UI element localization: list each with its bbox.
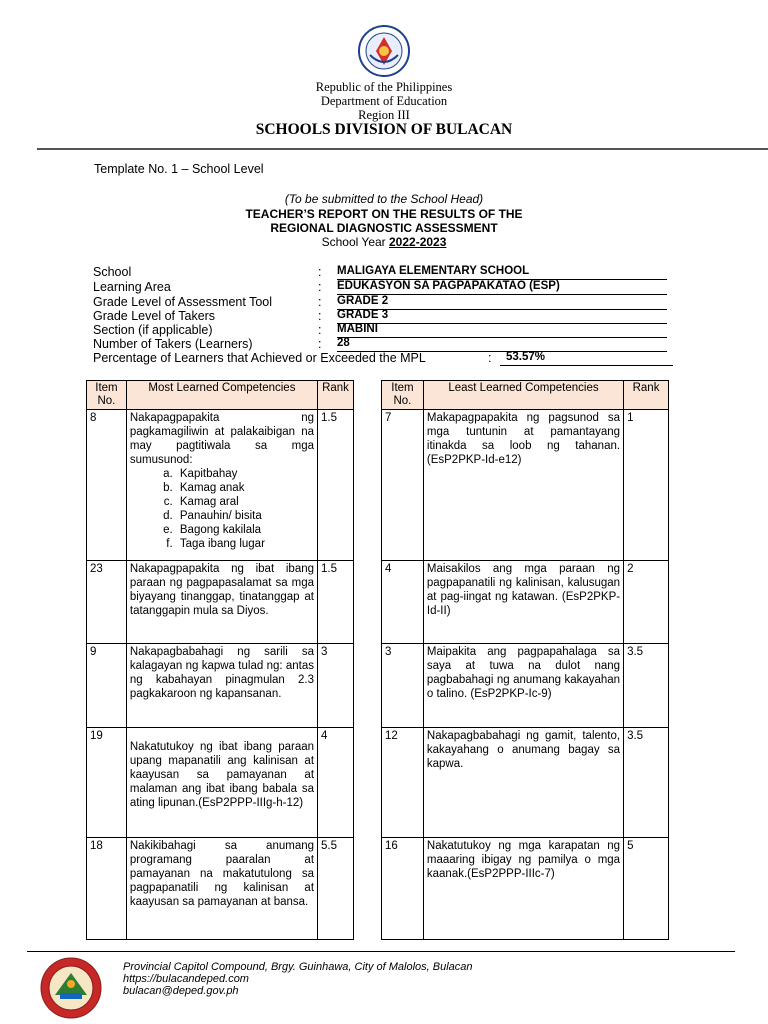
rank-cell: 3 [318, 644, 354, 728]
department-line: Department of Education [320, 94, 448, 108]
submission-note: (To be submitted to the School Head) [284, 192, 484, 206]
mpl-value: 53.57% [500, 351, 673, 366]
table-row [87, 728, 354, 838]
list-item: f. Taga ibang lugar [176, 537, 314, 551]
grade-tool-label: Grade Level of Assessment Tool [93, 295, 273, 309]
section-value: MABINI [337, 323, 667, 338]
school-year-value: 2022-2023 [389, 235, 447, 249]
takers-value: 28 [337, 337, 667, 352]
competency-text: Nakapagpapakita ng pagkamagiliwin at palakaibigan na may pagtitiwala sa mga sumusunod: [129, 412, 315, 466]
competency-list [130, 467, 314, 551]
division-title: SCHOOLS DIVISION OF BULACAN [255, 121, 513, 138]
footer-email[interactable]: bulacan@deped.gov.ph [123, 985, 239, 997]
item-no-cell: 7 [382, 410, 424, 561]
competency-cell: Nakatutukoy ng mga karapatan ng maaaring ibigay ng pamilya o mga kaanak.(EsP2PPP-IIIc-7) [423, 838, 623, 940]
item-no-cell: 19 [87, 728, 127, 838]
rank-cell: 2 [624, 561, 669, 644]
competency-cell: Nakapagbabahagi ng gamit, talento, kakayahang o anumang bagay sa kapwa. [423, 728, 623, 838]
table-row [382, 728, 669, 838]
competency-cell: Nakikibahagi sa anumang programang paaralan at pamayanan na makatutulong sa pagpapanatili ng kalinisan at kaayusan sa pamayanan at bansa. [126, 838, 317, 940]
list-item: e. Bagong kakilala [176, 523, 314, 537]
rank-cell: 4 [318, 728, 354, 838]
school-value: MALIGAYA ELEMENTARY SCHOOL [337, 265, 667, 280]
item-no-cell: 8 [87, 410, 127, 561]
competency-header: Least Learned Competencies [423, 381, 623, 410]
competency-cell: Maipakita ang pagpapahalaga sa saya at tuwa na dulot nang pagbabahagi ng anumang kakayahan o talino. (EsP2PKP-Ic-9) [423, 644, 623, 728]
table-row [382, 410, 669, 561]
item-no-cell: 12 [382, 728, 424, 838]
grade-takers-value: GRADE 3 [337, 309, 667, 324]
least-learned-table [381, 380, 669, 940]
table-row [87, 561, 354, 644]
rank-header: Rank [624, 381, 669, 410]
table-row [87, 410, 354, 561]
item-no-cell: 9 [87, 644, 127, 728]
competency-cell: Makapagpapakita ng pagsunod sa mga tuntunin at pamantayang itinakda sa loob ng tahanan.(EsP2PKP-Id-e12) [423, 410, 623, 561]
table-row [382, 644, 669, 728]
section-label: Section (if applicable) [93, 323, 213, 337]
colon: : [488, 351, 492, 365]
grade-takers-label: Grade Level of Takers [93, 309, 216, 323]
region-line: Region III [358, 108, 410, 122]
header-divider [37, 148, 768, 150]
table-header-row [382, 381, 669, 410]
rank-cell: 3.5 [624, 728, 669, 838]
table-header-row [87, 381, 354, 410]
footer-address: Provincial Capitol Compound, Brgy. Guinhawa, City of Malolos, Bulacan [123, 961, 473, 973]
colon: : [318, 295, 322, 309]
most-learned-table [86, 380, 354, 940]
grade-tool-value: GRADE 2 [337, 295, 667, 310]
report-title-line1: TEACHER’S REPORT ON THE RESULTS OF THE [245, 207, 523, 221]
table-row [87, 838, 354, 940]
colon: : [318, 337, 322, 351]
rank-header: Rank [318, 381, 354, 410]
rank-cell: 5 [624, 838, 669, 940]
footer-divider [27, 951, 735, 952]
table-row [382, 561, 669, 644]
takers-label: Number of Takers (Learners) [93, 337, 253, 351]
competency-cell: Nakapagpapakita ng ibat ibang paraan ng pagpapasalamat sa mga biyayang tinanggap, tinatanggap at tatanggapin mula sa Diyos. [126, 561, 317, 644]
table-row [87, 644, 354, 728]
colon: : [318, 323, 322, 337]
item-no-header: Item No. [382, 381, 424, 410]
rank-cell: 3.5 [624, 644, 669, 728]
republic-line: Republic of the Philippines [315, 80, 453, 94]
item-no-cell: 23 [87, 561, 127, 644]
school-year-label: School Year [321, 235, 389, 249]
item-no-cell: 18 [87, 838, 127, 940]
colon: : [318, 309, 322, 323]
school-year [0, 235, 768, 249]
list-item: a. Kapitbahay [176, 467, 314, 481]
list-item: b. Kamag anak [176, 481, 314, 495]
report-title-line2: REGIONAL DIAGNOSTIC ASSESSMENT [270, 221, 498, 235]
item-no-cell: 4 [382, 561, 424, 644]
deped-seal-logo [352, 25, 416, 77]
competency-cell: Maisakilos ang mga paraan ng pagpapanatili ng kalinisan, kalusugan at pag-iingat ng katawan. (EsP2PKP-Id-II) [423, 561, 623, 644]
competency-cell [126, 410, 317, 561]
list-item: c. Kamag aral [176, 495, 314, 509]
colon: : [318, 280, 322, 294]
table-row [382, 838, 669, 940]
competency-cell: Nakatutukoy ng ibat ibang paraan upang mapanatili ang kalinisan at kaayusan sa pamayanan at malaman ang ibat ibang babala sa ating lipunan.(EsP2PPP-IIIg-h-12) [126, 728, 317, 838]
competency-cell: Nakapagbabahagi ng sarili sa kalagayan ng kapwa tulad ng: antas ng kabahayan pinagmulan 2.3 pagkakaroon ng kapansanan. [126, 644, 317, 728]
footer-url[interactable]: https://bulacandeped.com [123, 973, 249, 985]
learning-area-label: Learning Area [93, 280, 171, 294]
colon: : [318, 265, 322, 279]
item-no-header: Item No. [87, 381, 127, 410]
school-label: School [93, 265, 132, 279]
mpl-label: Percentage of Learners that Achieved or Exceeded the MPL [93, 351, 426, 365]
bulacan-seal-logo [38, 957, 104, 1019]
rank-cell: 1.5 [318, 561, 354, 644]
rank-cell: 1.5 [318, 410, 354, 561]
item-no-cell: 16 [382, 838, 424, 940]
rank-cell: 1 [624, 410, 669, 561]
rank-cell: 5.5 [318, 838, 354, 940]
competency-header: Most Learned Competencies [126, 381, 317, 410]
learning-area-value: EDUKASYON SA PAGPAPAKATAO (ESP) [337, 280, 667, 295]
list-item: d. Panauhin/ bisita [176, 509, 314, 523]
item-no-cell: 3 [382, 644, 424, 728]
template-label: Template No. 1 – School Level [94, 162, 264, 176]
